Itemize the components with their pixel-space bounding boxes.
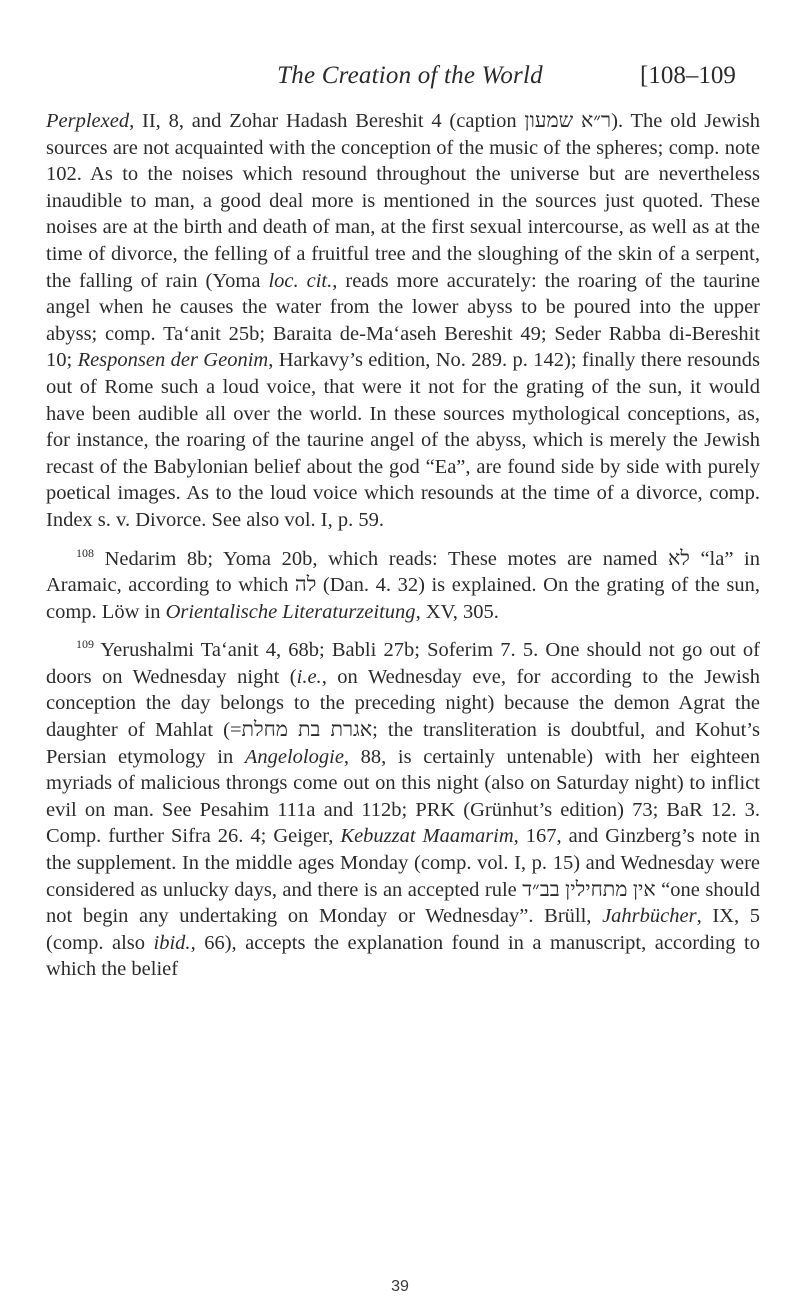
work-title: Kebuzzat Maamarim <box>340 825 514 848</box>
hebrew-text: אין מתחילין בב״ד <box>522 878 656 901</box>
notes-body <box>46 108 760 983</box>
hebrew-text: לא <box>667 547 690 570</box>
note-number: 109 <box>76 637 94 652</box>
work-title: loc. cit. <box>268 269 333 292</box>
work-title: Responsen der Geonim <box>77 349 269 372</box>
note-number: 108 <box>76 545 94 560</box>
work-title: Jahrbücher <box>602 905 697 928</box>
page-number: 39 <box>391 1278 409 1295</box>
continued-note-paragraph: Perplexed, II, 8, and Zohar Hadash Bereshit 4 (caption ר״א שמעון). The old Jewish sources are not acquainted with the conception of the music of the spheres; comp. note 102. As to the noises which resound throughout the universe but are nevertheless inaudible to man, a good deal more is mentioned in the sources just quoted. These noises are at the birth and death of man, at the first sexual intercourse, as well as at the time of divorce, the felling of a fruitful tree and the sloughing of the skin of a serpent, the falling of rain (Yoma loc. cit., reads more accurately: the roaring of the taurine angel when he causes the water from the lower abyss to be poured into the upper abyss; comp. Ta‘anit 25b; Baraita de-Ma‘aseh Bereshit 49; Seder Rabba di-Bereshit 10; Responsen der Geonim, Harkavy’s edition, No. 289. p. 142); finally there resounds out of Rome such a loud voice, that were it not for the grating of the sun, it would have been audible all over the world. In these sources mythological conceptions, as, for instance, the roaring of the taurine angel of the abyss, which is merely the Jewish recast of the Babylonian belief about the god “Ea”, are found side by side with purely poetical images. As to the loud voice which resounds at the time of a divorce, comp. Index s. v. Divorce. See also vol. I, p. 59. <box>46 110 761 531</box>
hebrew-text: ר״א שמעון <box>524 110 612 132</box>
note-108: $^{108}$ Nedarim 8b; Yoma 20b, which reads: These motes are named לא “la” in Aramaic, according to which לה (Dan. 4. 32) is explained. On the grating of the sun, comp. Löw in Orientalische Literaturzeitung, XV, 305. <box>46 545 760 623</box>
abbreviation: i.e. <box>296 665 322 688</box>
note-109: $^{109}$ Yerushalmi Ta‘anit 4, 68b; Babli 27b; Soferim 7. 5. One should not go out of doors on Wednesday night (i.e., on Wednesday eve, for according to the Jewish conception the day belongs to the preceding night) because the demon Agrat the daughter of Mahlat (=אגרת בת מחלת; the transliteration is doubtful, and Kohut’s Persian etymology in Angelologie, 88, is certainly untenable) with her eighteen myriads of malicious throngs come out on this night (also on Saturday night) to inflict evil on man. See Pesahim 111a and 112b; PRK (Grünhut’s edition) 73; BaR 12. 3. Comp. further Sifra 26. 4; Geiger, Kebuzzat Maamarim, 167, and Ginzberg’s note in the supplement. In the middle ages Monday (comp. vol. I, p. 15) and Wednesday were considered as unlucky days, and there is an accepted rule אין מתחילין בב״ד “one should not begin any undertaking on Monday or Wednesday”. Brüll, Jahrbücher, IX, 5 (comp. also ibid., 66), accepts the explanation found in a manuscript, according to which the belief <box>46 637 761 981</box>
running-head-title <box>180 62 640 90</box>
work-title: Perplexed <box>46 110 130 132</box>
hebrew-text: לה <box>294 574 317 597</box>
page-range-label: [108–109 <box>640 62 736 89</box>
work-title: Orientalische Literaturzeitung <box>165 600 416 623</box>
work-title: Angelologie <box>244 745 344 768</box>
hebrew-text: אגרת בת מחלת <box>241 719 373 742</box>
running-head-text: The Creation of the World <box>277 62 543 89</box>
abbreviation: ibid. <box>153 931 191 954</box>
